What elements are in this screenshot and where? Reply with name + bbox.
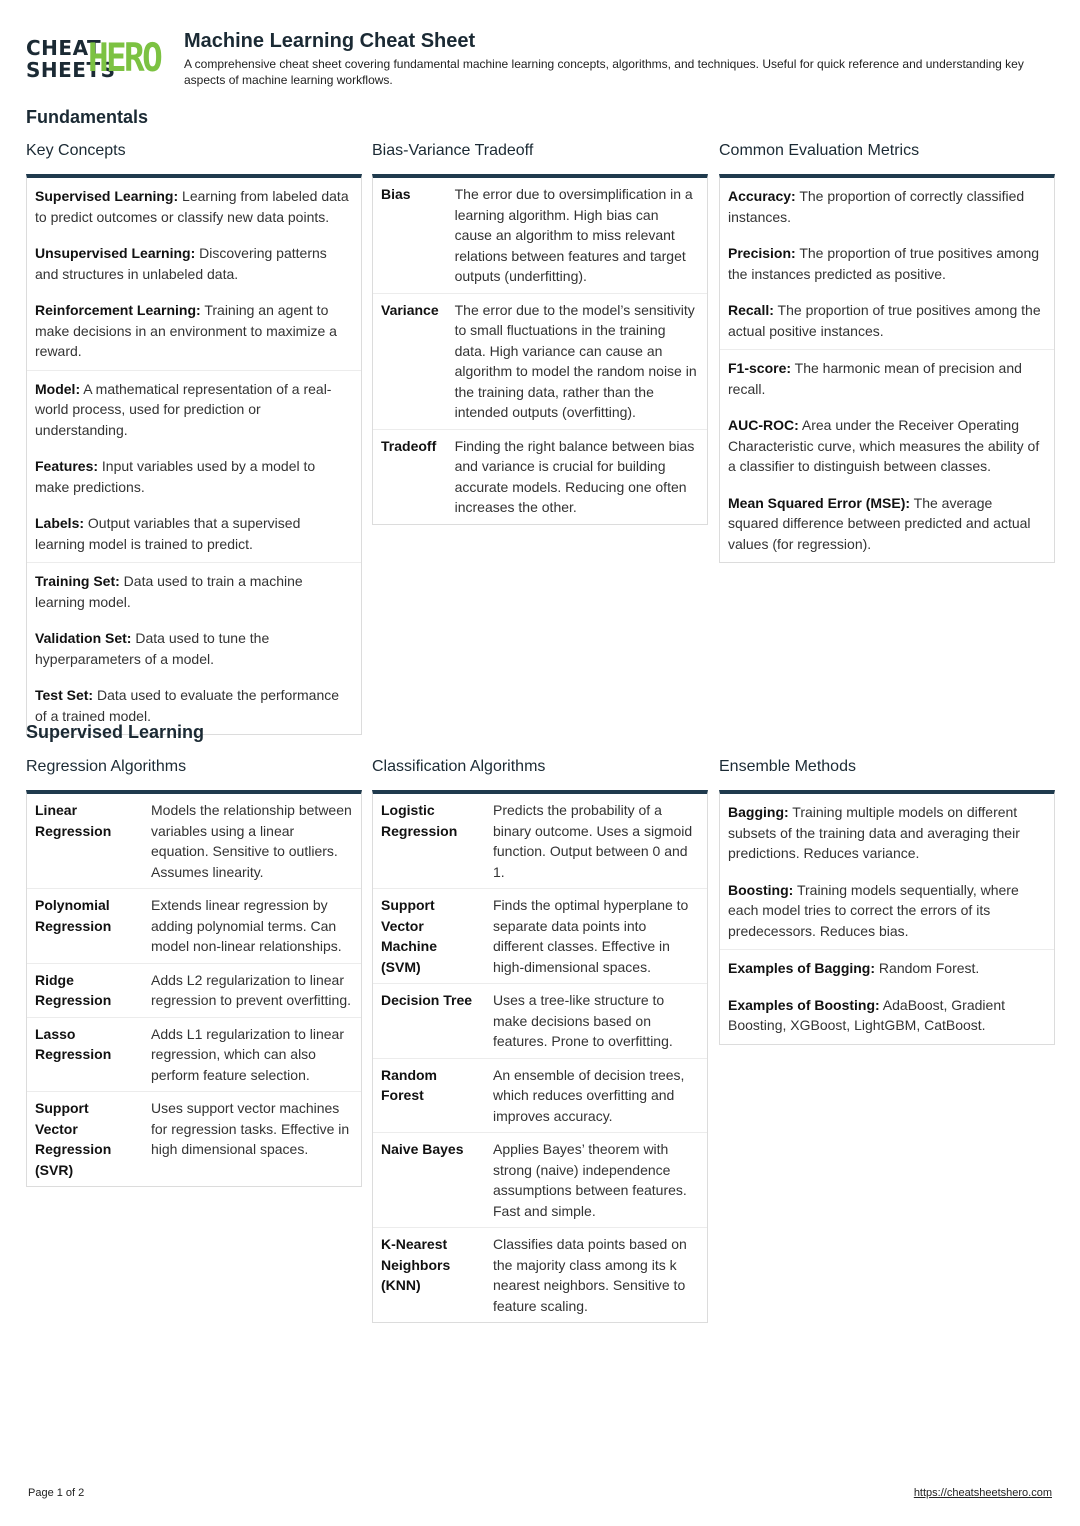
definition-item <box>728 243 1046 284</box>
item-group <box>720 178 1054 350</box>
table-row <box>373 178 707 293</box>
bias-variance-table <box>373 178 707 524</box>
card-title-bias-variance: Bias-Variance Tradeoff <box>372 142 534 159</box>
definition-text: Area under the Receiver Operating Characteristic curve, which measures the ability of a classifier to distinguish between classes. <box>728 417 1040 474</box>
definition-term: Test Set: <box>35 687 94 703</box>
row-term: Polynomial Regression <box>35 897 112 934</box>
metrics-column <box>719 140 1055 563</box>
definition-item <box>728 415 1046 477</box>
definition-text: The harmonic mean of precision and recall. <box>728 360 1022 397</box>
definition-item <box>35 379 353 441</box>
definition-text: Training an agent to make decisions in an environment to maximize a reward. <box>35 302 337 359</box>
definition-text: Discovering patterns and structures in unlabeled data. <box>35 245 327 282</box>
definition-term: Supervised Learning: <box>35 188 179 204</box>
row-term: Decision Tree <box>381 992 473 1008</box>
table-row <box>373 889 707 984</box>
table-row <box>27 889 361 964</box>
row-term: Linear Regression <box>35 802 112 839</box>
page-title: Machine Learning Cheat Sheet <box>184 30 476 52</box>
card-title-regression: Regression Algorithms <box>26 758 187 775</box>
row-description: Extends linear regression by adding polynomial terms. Can model non-linear relationships. <box>151 897 342 954</box>
definition-term: AUC-ROC: <box>728 417 799 433</box>
definition-text: Data used to evaluate the performance of a trained model. <box>35 687 340 724</box>
definition-item <box>728 358 1046 399</box>
table-row <box>373 1058 707 1133</box>
definition-text: The proportion of correctly classified instances. <box>728 188 1025 225</box>
row-term: Tradeoff <box>381 437 437 454</box>
table-row <box>373 1228 707 1323</box>
row-description: Finding the right balance between bias and variance is crucial for building accurate models. Reducing one often increases the other. <box>454 437 695 515</box>
ensemble-card <box>719 790 1055 1045</box>
row-description: Finds the optimal hyperplane to separate data points into different classes. Effective in high-dimensional spaces. <box>493 897 689 975</box>
row-term: Bias <box>381 186 411 202</box>
page-header <box>26 28 1056 92</box>
definition-item <box>728 493 1046 555</box>
item-group <box>27 178 361 371</box>
classification-table <box>373 794 707 1322</box>
card-title-ensemble: Ensemble Methods <box>719 758 856 775</box>
definition-item <box>728 880 1046 942</box>
classification-column <box>372 756 708 1323</box>
ensemble-column <box>719 756 1055 1045</box>
definition-term: Labels: <box>35 515 85 531</box>
definition-item <box>728 995 1046 1036</box>
definition-item <box>728 300 1046 341</box>
row-term: Logistic Regression <box>381 802 458 839</box>
card-title-key-concepts: Key Concepts <box>26 142 126 159</box>
definition-term: Boosting: <box>728 881 794 898</box>
cheatsheetshero-logo[interactable] <box>26 34 172 84</box>
definition-term: Bagging: <box>728 804 789 820</box>
definition-text: The proportion of true positives among the instances predicted as positive. <box>728 245 1040 282</box>
definition-term: Examples of Boosting: <box>728 996 880 1013</box>
definition-term: Model: <box>35 380 81 397</box>
definition-item <box>35 513 353 554</box>
section-fundamentals: Fundamentals <box>26 107 149 127</box>
definition-term: Accuracy: <box>728 188 796 204</box>
definition-text: Input variables used by a model to make predictions. <box>35 458 316 495</box>
definition-item <box>35 186 353 227</box>
table-row <box>27 1092 361 1187</box>
row-description: The error due to oversimplification in a learning algorithm. High bias can cause an algorithm to miss relevant relations between features and target outputs (underfitting). <box>454 186 693 284</box>
table-row <box>373 293 707 429</box>
definition-text: Learning from labeled data to predict outcomes or classify new data points. <box>35 188 349 225</box>
table-row <box>373 984 707 1059</box>
definition-term: Precision: <box>728 245 796 261</box>
card-title-classification: Classification Algorithms <box>372 758 546 775</box>
row-term: Support Vector Regression (SVR) <box>35 1100 112 1178</box>
row-description: An ensemble of decision trees, which reduces overfitting and improves accuracy. <box>493 1066 685 1124</box>
logo-cheat-text: CHEAT <box>26 36 102 60</box>
definition-item <box>728 958 1046 979</box>
definition-term: Mean Squared Error (MSE): <box>728 494 911 511</box>
item-group <box>720 950 1054 1044</box>
definition-term: Unsupervised Learning: <box>35 245 196 261</box>
definition-term: Training Set: <box>35 573 120 589</box>
table-row <box>27 963 361 1017</box>
definition-item <box>35 456 353 497</box>
definition-text: Random Forest. <box>875 960 980 976</box>
item-group <box>27 371 361 564</box>
definition-item <box>728 802 1046 864</box>
row-term: Lasso Regression <box>35 1025 112 1062</box>
regression-table <box>27 794 361 1186</box>
definition-item <box>35 628 353 669</box>
row-description: Uses support vector machines for regression tasks. Effective in high dimensional spaces. <box>151 1100 350 1157</box>
table-row <box>373 429 707 524</box>
definition-item <box>35 571 353 612</box>
regression-card <box>26 790 362 1187</box>
row-description: Predicts the probability of a binary outcome. Uses a sigmoid function. Output between 0 and 1. <box>493 802 693 880</box>
definition-term: Features: <box>35 458 99 474</box>
definition-item <box>35 685 353 726</box>
row-description: Adds L1 regularization to linear regression, which can also perform feature selection. <box>151 1025 345 1083</box>
table-row <box>27 794 361 889</box>
row-description: Adds L2 regularization to linear regression to prevent overfitting. <box>151 971 351 1008</box>
key-concepts-column <box>26 140 362 735</box>
row-description: Applies Bayes’ theorem with strong (naive) independence assumptions between features. Fast and simple. <box>493 1141 687 1219</box>
definition-term: Validation Set: <box>35 630 132 646</box>
table-row <box>373 1133 707 1228</box>
row-description: Classifies data points based on the majority class among its k nearest neighbors. Sensitive to feature scaling. <box>493 1236 687 1314</box>
row-term: Support Vector Machine (SVM) <box>381 897 438 975</box>
metrics-card <box>719 174 1055 563</box>
item-group <box>27 563 361 734</box>
definition-term: Recall: <box>728 302 774 318</box>
row-term: Variance <box>381 301 439 318</box>
bias-variance-card <box>372 174 708 525</box>
page-description: A comprehensive cheat sheet covering fundamental machine learning concepts, algorithms, and techniques. Useful for quick reference and understanding key aspects of machine learning workflows. <box>184 57 1024 87</box>
row-term: Ridge Regression <box>35 971 112 1008</box>
footer-url-link[interactable]: https://cheatsheetshero.com <box>913 1487 1052 1499</box>
definition-text: The average squared difference between predicted and actual values (for regression). <box>728 494 1031 552</box>
page-number: Page 1 of 2 <box>28 1487 85 1499</box>
definition-item <box>35 243 353 284</box>
definition-term: Examples of Bagging: <box>728 960 876 976</box>
item-group <box>720 794 1054 950</box>
row-description: Models the relationship between variables using a linear equation. Sensitive to outliers. Assumes linearity. <box>151 802 352 880</box>
logo-sheets-text: SHEETS <box>26 58 116 82</box>
definition-text: A mathematical representation of a real-world process, used for prediction or understanding. <box>35 380 332 438</box>
logo-hero-text: HERO <box>88 36 161 81</box>
section-supervised-learning: Supervised Learning <box>26 722 205 742</box>
row-term: Random Forest <box>381 1066 437 1103</box>
definition-text: Data used to tune the hyperparameters of a model. <box>35 630 270 667</box>
card-title-metrics: Common Evaluation Metrics <box>719 142 920 159</box>
definition-item <box>728 186 1046 227</box>
definition-text: Data used to train a machine learning model. <box>35 573 303 610</box>
row-description: The error due to the model’s sensitivity to small fluctuations in the training data. High variance can cause an algorithm to model the random noise in the training data, rather than the intended outputs (overfitting). <box>454 301 697 420</box>
definition-term: Reinforcement Learning: <box>35 302 201 318</box>
definition-text: Output variables that a supervised learning model is trained to predict. <box>35 515 301 552</box>
key-concepts-card <box>26 174 362 735</box>
row-description: Uses a tree-like structure to make decisions based on features. Prone to overfitting. <box>493 992 673 1049</box>
definition-item <box>35 300 353 362</box>
table-row <box>27 1017 361 1092</box>
definition-text: Training multiple models on different subsets of the training data and averaging their predictions. Reduces variance. <box>728 804 1020 861</box>
classification-card <box>372 790 708 1323</box>
title-block <box>184 28 1064 88</box>
item-group <box>720 350 1054 562</box>
row-term: Naive Bayes <box>381 1141 464 1157</box>
bias-variance-column <box>372 140 708 525</box>
row-term: K-Nearest Neighbors (KNN) <box>381 1236 451 1293</box>
table-row <box>373 794 707 889</box>
regression-column <box>26 756 362 1187</box>
definition-text: The proportion of true positives among the actual positive instances. <box>728 302 1041 339</box>
definition-text: Training models sequentially, where each model tries to correct the errors of its predecessors. Reduces bias. <box>728 881 1019 939</box>
definition-term: F1-score: <box>728 360 792 376</box>
definition-text: AdaBoost, Gradient Boosting, XGBoost, LightGBM, CatBoost. <box>728 996 1005 1033</box>
